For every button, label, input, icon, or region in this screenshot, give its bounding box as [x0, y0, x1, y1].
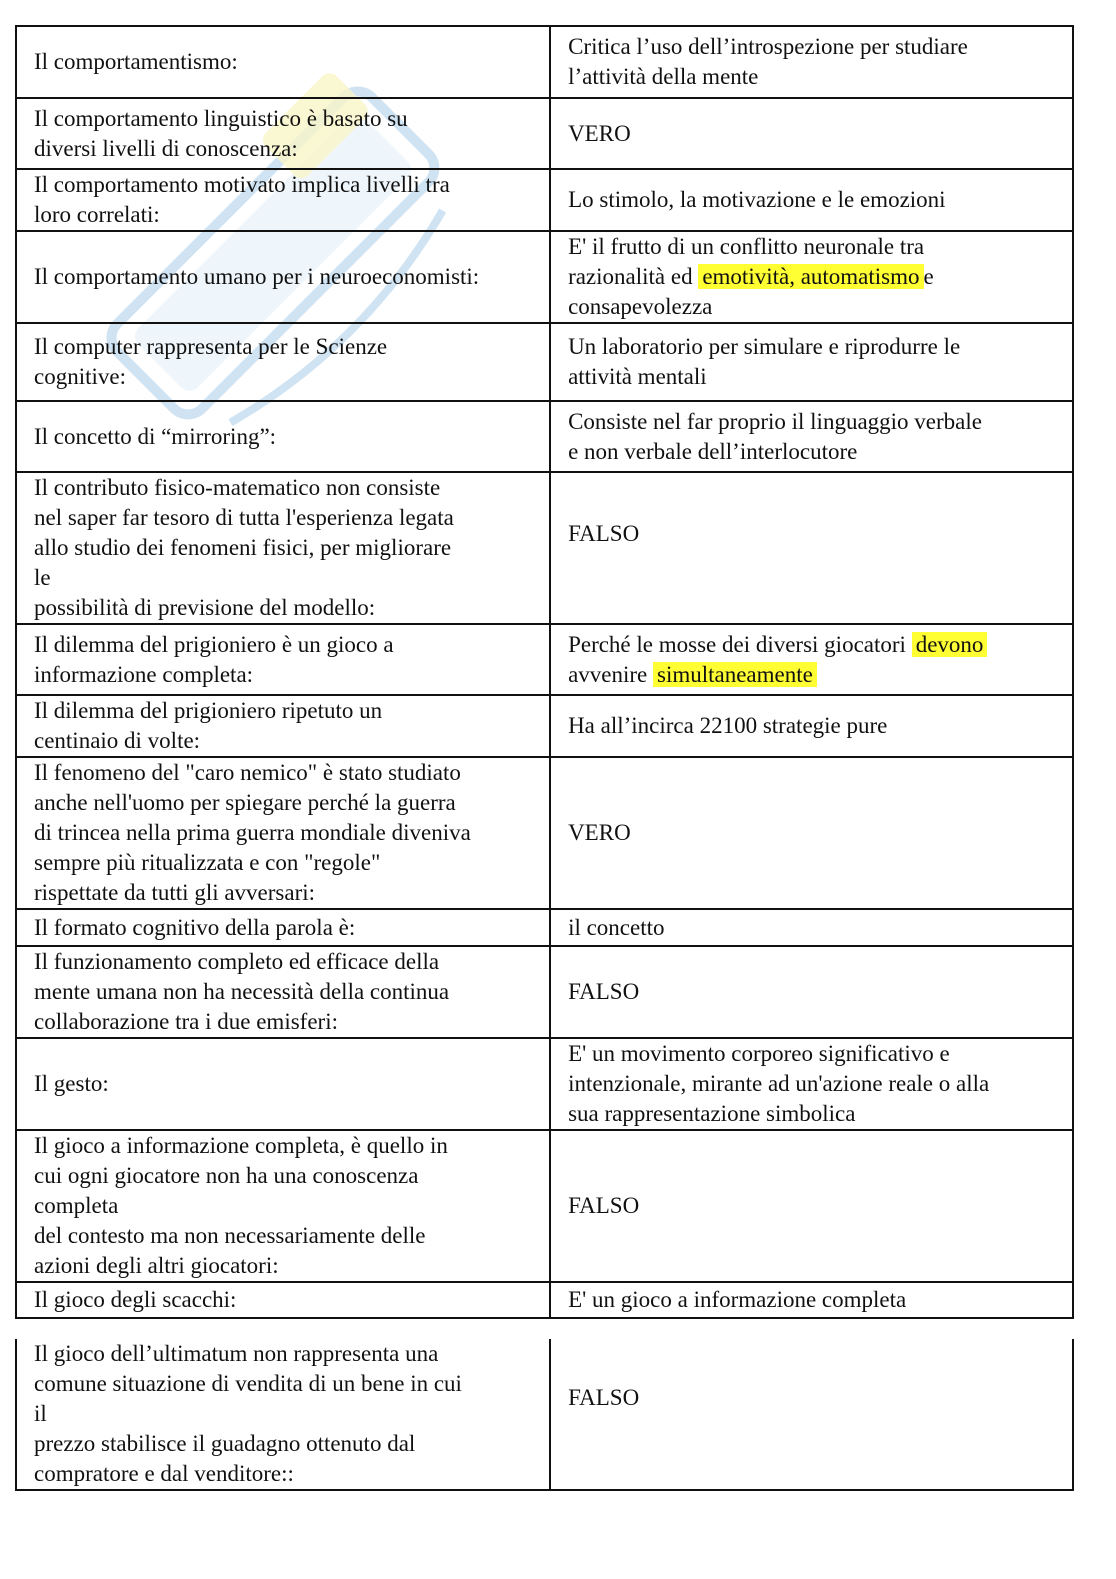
question-cell: Il dilemma del prigioniero è un gioco a informazione completa:: [16, 624, 550, 695]
question-cell: Il gesto:: [16, 1038, 550, 1130]
answer-cell: Un laboratorio per simulare e riprodurre le attività mentali: [550, 323, 1073, 401]
table-row: [16, 231, 1073, 323]
answer-cell: [550, 624, 1073, 695]
answer-cell: VERO: [550, 98, 1073, 169]
table-row: [16, 1038, 1073, 1130]
highlighted-text: emotività, automatismo: [698, 264, 923, 289]
question-cell: Il comportamento umano per i neuroeconomisti:: [16, 231, 550, 323]
question-cell: Il comportamento motivato implica livelli tra loro correlati:: [16, 169, 550, 231]
answer-cell: Ha all’incirca 22100 strategie pure: [550, 695, 1073, 757]
table-row: [16, 909, 1073, 946]
answer-cell: [550, 231, 1073, 323]
question-cell: Il formato cognitivo della parola è:: [16, 909, 550, 946]
table-row: [16, 472, 1073, 624]
question-cell: Il fenomeno del "caro nemico" è stato studiato anche nell'uomo per spiegare perché la guerra di trincea nella prima guerra mondiale diveniva sempre più ritualizzata e con "regole" rispettate da tutti gli avversari:: [16, 757, 550, 909]
table-row: [16, 1130, 1073, 1282]
question-cell: Il computer rappresenta per le Scienze cognitive:: [16, 323, 550, 401]
table-row: [16, 1339, 1073, 1490]
question-cell: Il gioco dell’ultimatum non rappresenta una comune situazione di vendita di un bene in cui il prezzo stabilisce il guadagno ottenuto dal compratore e dal venditore::: [16, 1339, 550, 1490]
question-cell: Il gioco a informazione completa, è quello in cui ogni giocatore non ha una conoscenza completa del contesto ma non necessariamente delle azioni degli altri giocatori:: [16, 1130, 550, 1282]
answer-cell: il concetto: [550, 909, 1073, 946]
qa-table-1: [15, 25, 1074, 1319]
table-row: [16, 1282, 1073, 1318]
answer-cell: Lo stimolo, la motivazione e le emozioni: [550, 169, 1073, 231]
answer-text: avvenire: [568, 661, 648, 687]
table-row: [16, 624, 1073, 695]
table-row: [16, 695, 1073, 757]
answer-cell: FALSO: [550, 472, 1073, 624]
answer-cell: FALSO: [550, 946, 1073, 1038]
table-row: [16, 169, 1073, 231]
table-row: [16, 946, 1073, 1038]
answer-cell: Critica l’uso dell’introspezione per studiare l’attività della mente: [550, 26, 1073, 98]
table-row: [16, 98, 1073, 169]
answer-cell: VERO: [550, 757, 1073, 909]
table-row: [16, 757, 1073, 909]
answer-cell: FALSO: [550, 1130, 1073, 1282]
qa-table-2: [15, 1339, 1074, 1491]
highlighted-text: devono: [912, 632, 988, 657]
question-cell: Il funzionamento completo ed efficace della mente umana non ha necessità della continua collaborazione tra i due emisferi:: [16, 946, 550, 1038]
answer-text: E' il frutto di un conflitto neuronale tra razionalità ed: [568, 234, 925, 289]
question-cell: Il dilemma del prigioniero ripetuto un centinaio di volte:: [16, 695, 550, 757]
question-cell: Il contributo fisico-matematico non consiste nel saper far tesoro di tutta l'esperienza legata allo studio dei fenomeni fisici, per migliorare le possibilità di previsione del modello:: [16, 472, 550, 624]
answer-text: e consapevolezza: [568, 264, 934, 319]
table-row: [16, 401, 1073, 472]
answer-cell: E' un gioco a informazione completa: [550, 1282, 1073, 1318]
table-row: [16, 26, 1073, 98]
question-cell: Il concetto di “mirroring”:: [16, 401, 550, 472]
answer-cell: Consiste nel far proprio il linguaggio verbale e non verbale dell’interlocutore: [550, 401, 1073, 472]
question-cell: Il comportamentismo:: [16, 26, 550, 98]
answer-text: Perché le mosse dei diversi giocatori: [568, 631, 912, 657]
answer-cell: E' un movimento corporeo significativo e intenzionale, mirante ad un'azione reale o alla sua rappresentazione simbolica: [550, 1038, 1073, 1130]
question-cell: Il gioco degli scacchi:: [16, 1282, 550, 1318]
table-row: [16, 323, 1073, 401]
answer-cell: FALSO: [550, 1339, 1073, 1490]
question-cell: Il comportamento linguistico è basato su diversi livelli di conoscenza:: [16, 98, 550, 169]
highlighted-text: simultaneamente: [653, 662, 817, 687]
